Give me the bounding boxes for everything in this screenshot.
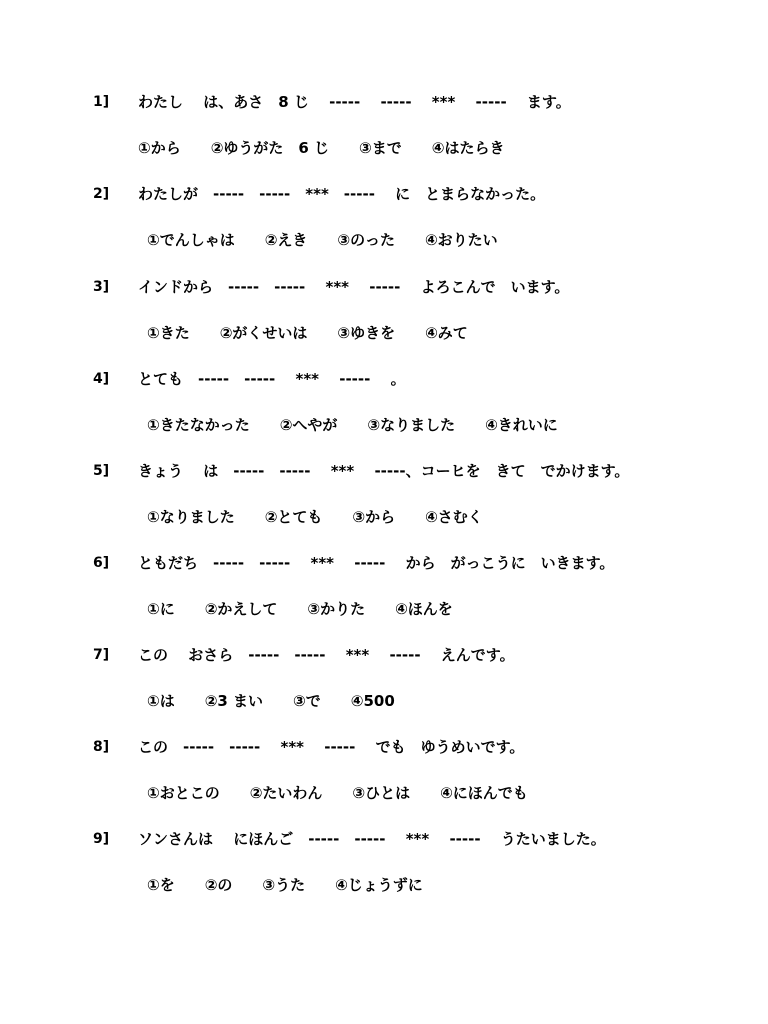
question-number: 2] <box>93 186 110 202</box>
question-number: 5] <box>93 463 110 479</box>
question-1 <box>93 90 733 160</box>
question-sentence: インドから ----- ----- *** ----- よろこんで います。 <box>138 278 570 296</box>
question-sentence: この おさら ----- ----- *** ----- えんです。 <box>138 646 515 664</box>
question-line <box>93 275 733 299</box>
answer-options: ①を ②の ③うた ④じょうずに <box>147 876 423 894</box>
question-7 <box>93 643 733 713</box>
question-number: 1] <box>93 94 110 110</box>
question-sentence: この ----- ----- *** ----- でも ゆうめいです。 <box>138 738 525 756</box>
question-6 <box>93 551 733 621</box>
answer-options: ①でんしゃは ②えき ③のった ④おりたい <box>147 231 498 249</box>
question-sentence: とても ----- ----- *** ----- 。 <box>138 370 406 388</box>
answer-options: ①なりました ②とても ③から ④さむく <box>147 508 483 526</box>
question-line <box>93 459 733 483</box>
question-number: 8] <box>93 739 110 755</box>
answer-options: ①おとこの ②たいわん ③ひとは ④にほんでも <box>147 784 528 802</box>
question-5 <box>93 459 733 529</box>
question-sentence: ともだち ----- ----- *** ----- から がっこうに いきます。 <box>138 554 615 572</box>
options-line <box>93 228 733 252</box>
options-line <box>93 781 733 805</box>
answer-options: ①は ②3 まい ③で ④500 <box>147 692 395 710</box>
question-line <box>93 827 733 851</box>
options-line <box>93 136 733 160</box>
question-line <box>93 643 733 667</box>
question-sentence: わたしが ----- ----- *** ----- に とまらなかった。 <box>138 185 546 203</box>
question-number: 9] <box>93 831 110 847</box>
question-8 <box>93 735 733 805</box>
question-4 <box>93 367 733 437</box>
answer-options: ①に ②かえして ③かりた ④ほんを <box>147 600 453 618</box>
question-number: 4] <box>93 371 110 387</box>
question-sentence: ソンさんは にほんご ----- ----- *** ----- うたいました。 <box>138 830 606 848</box>
question-line <box>93 551 733 575</box>
options-line <box>93 321 733 345</box>
question-number: 7] <box>93 647 110 663</box>
question-9 <box>93 827 733 897</box>
question-2 <box>93 182 733 252</box>
question-number: 3] <box>93 279 110 295</box>
question-number: 6] <box>93 555 110 571</box>
options-line <box>93 873 733 897</box>
answer-options: ①きた ②がくせいは ③ゆきを ④みて <box>147 324 468 342</box>
options-line <box>93 689 733 713</box>
options-line <box>93 413 733 437</box>
answer-options: ①から ②ゆうがた 6 じ ③まで ④はたらき <box>138 139 505 157</box>
question-3 <box>93 275 733 345</box>
question-sentence: わたし は、あさ 8 じ ----- ----- *** ----- ます。 <box>138 93 571 111</box>
question-line <box>93 367 733 391</box>
options-line <box>93 505 733 529</box>
answer-options: ①きたなかった ②へやが ③なりました ④きれいに <box>147 416 558 434</box>
question-line <box>93 735 733 759</box>
options-line <box>93 597 733 621</box>
question-line <box>93 182 733 206</box>
question-sentence: きょう は ----- ----- *** -----、コーヒを きて でかけます。 <box>138 462 630 480</box>
question-line <box>93 90 733 114</box>
